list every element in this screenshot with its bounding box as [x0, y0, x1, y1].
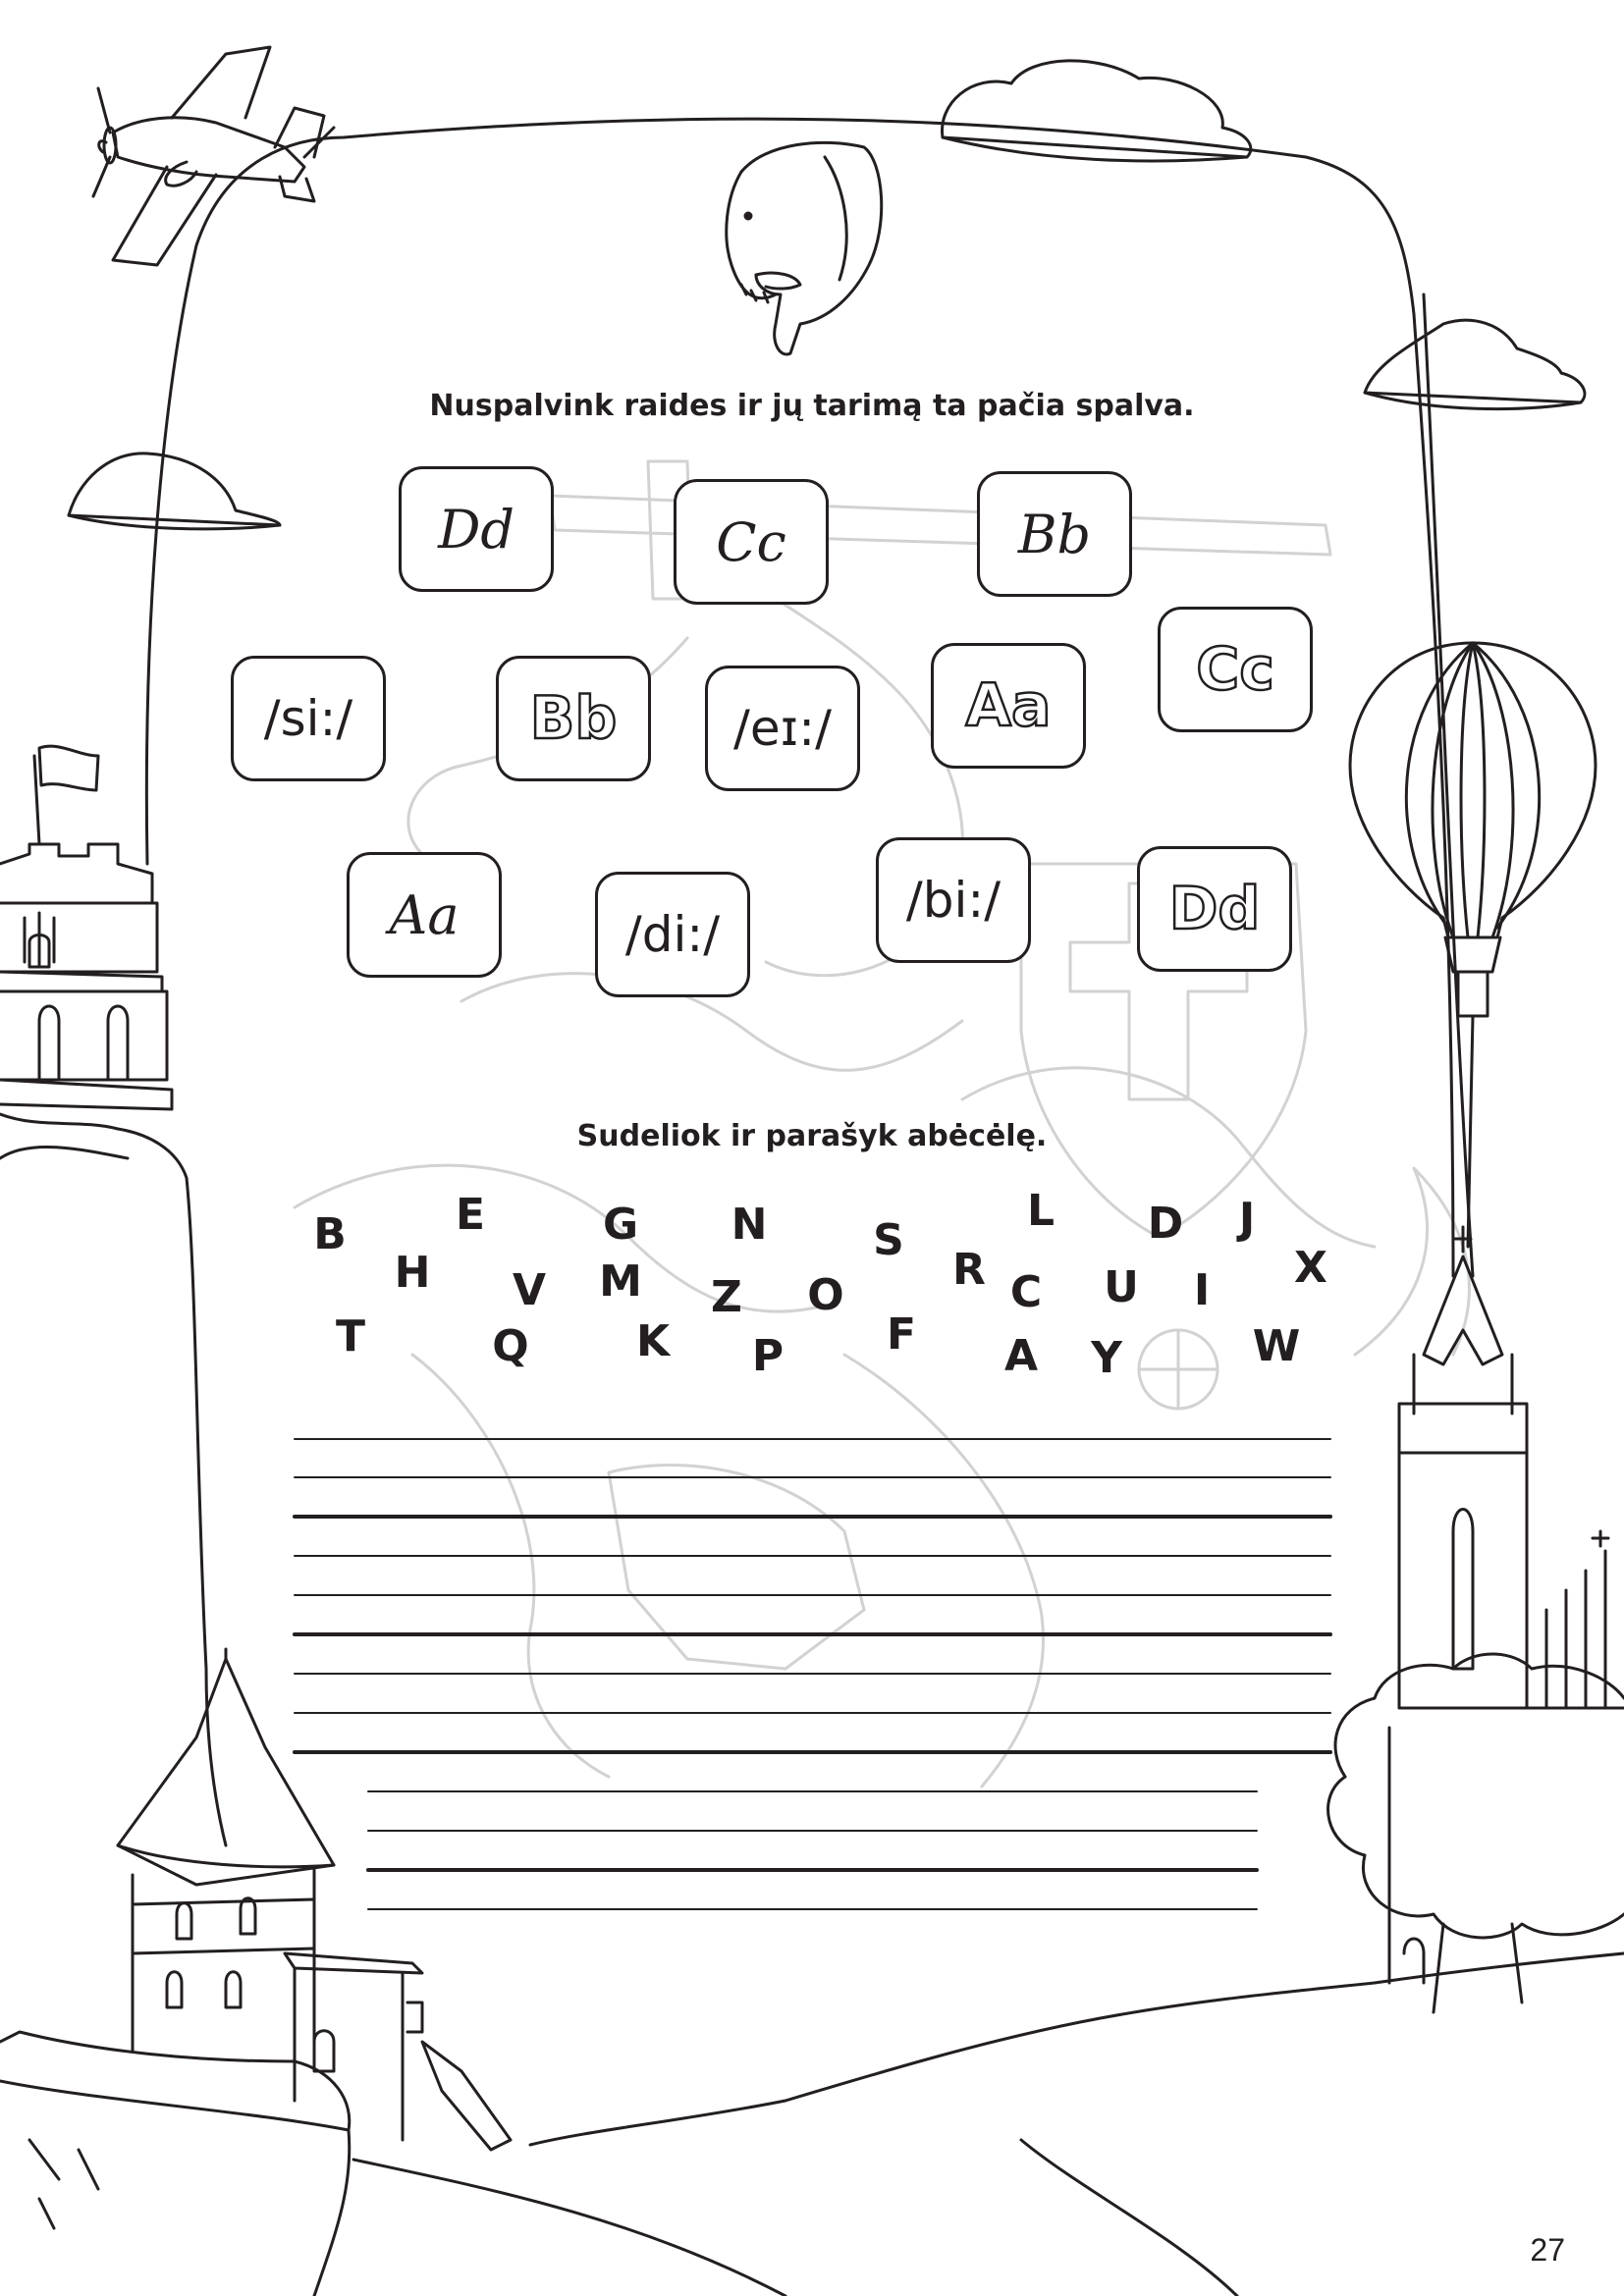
scrambled-letter: F [886, 1309, 917, 1360]
scrambled-letter: X [1294, 1243, 1327, 1293]
card-text: Cc [716, 510, 786, 573]
card-text: Bb [1017, 503, 1092, 565]
scrambled-letter: K [635, 1316, 671, 1366]
cloud-right [1365, 320, 1585, 408]
card-text: Dd [1168, 875, 1261, 943]
scrambled-letter: Z [711, 1272, 742, 1322]
scrambled-letter: Y [1091, 1333, 1122, 1383]
letter-card-cc-outline[interactable] [1158, 607, 1313, 732]
ground-line [530, 1953, 1624, 2145]
scrambled-letter: W [1252, 1321, 1301, 1371]
airplane-icon [93, 47, 324, 265]
card-text: /si:/ [263, 690, 353, 747]
scrambled-letter: I [1193, 1265, 1211, 1315]
card-text: Aa [389, 883, 460, 946]
scrambled-letter: A [1003, 1331, 1039, 1381]
scrambled-letter: U [1104, 1262, 1139, 1312]
scrambled-letter: L [1026, 1186, 1056, 1236]
phonetic-card-si[interactable] [231, 656, 386, 781]
letter-card-aa-outline[interactable] [931, 643, 1086, 769]
scrambled-letter: J [1238, 1194, 1256, 1244]
instruction-color-match: Nuspalvink raides ir jų tarimą ta pačia spalva. [429, 389, 1195, 423]
instruction-alphabet: Sudeliok ir parašyk abėcėlę. [576, 1119, 1048, 1153]
scrambled-letter: N [731, 1200, 768, 1250]
phonetic-card-bi[interactable] [876, 837, 1031, 963]
cloud-left [69, 454, 280, 529]
card-text: Aa [965, 671, 1052, 740]
scrambled-letter: T [335, 1311, 366, 1362]
hot-air-balloon-icon [1350, 643, 1596, 1247]
scrambled-letter: C [1009, 1267, 1043, 1317]
card-text: /bi:/ [905, 872, 1001, 929]
letter-card-cc-script[interactable] [674, 479, 829, 605]
phonetic-card-di[interactable] [595, 872, 750, 997]
elephant-icon [727, 142, 882, 354]
card-text: Dd [438, 498, 514, 561]
card-text: Bb [529, 684, 618, 753]
phonetic-card-ei[interactable] [705, 666, 860, 791]
writing-lines [295, 1439, 1330, 1909]
castle-tower-left [0, 746, 226, 1845]
page-number: 27 [1530, 2232, 1565, 2268]
scrambled-letter: D [1147, 1199, 1184, 1249]
letter-card-aa-script[interactable] [347, 852, 502, 978]
card-text: /di:/ [624, 906, 721, 963]
scrambled-letter: B [313, 1209, 347, 1259]
scrambled-letter: R [952, 1245, 986, 1295]
scrambled-letter: O [807, 1270, 844, 1320]
scrambled-letter: S [873, 1215, 904, 1265]
card-text: /eɪ:/ [733, 700, 832, 757]
scrambled-letter: M [599, 1256, 642, 1307]
church-right [1399, 1227, 1624, 1708]
letter-card-dd-outline[interactable] [1137, 846, 1292, 972]
card-text: Cc [1196, 635, 1274, 704]
scrambled-letter: V [512, 1265, 547, 1315]
scrambled-letter: G [602, 1200, 639, 1250]
scrambled-letter: P [751, 1331, 785, 1381]
scrambled-letter: H [394, 1248, 431, 1298]
scrambled-letter: E [455, 1190, 486, 1240]
round-tower-bottom-left [0, 1649, 511, 2296]
letter-card-bb-outline[interactable] [496, 656, 651, 781]
scrambled-letter: Q [492, 1321, 529, 1371]
letter-card-bb-script[interactable] [977, 471, 1132, 597]
letter-card-dd-script[interactable] [399, 466, 554, 592]
